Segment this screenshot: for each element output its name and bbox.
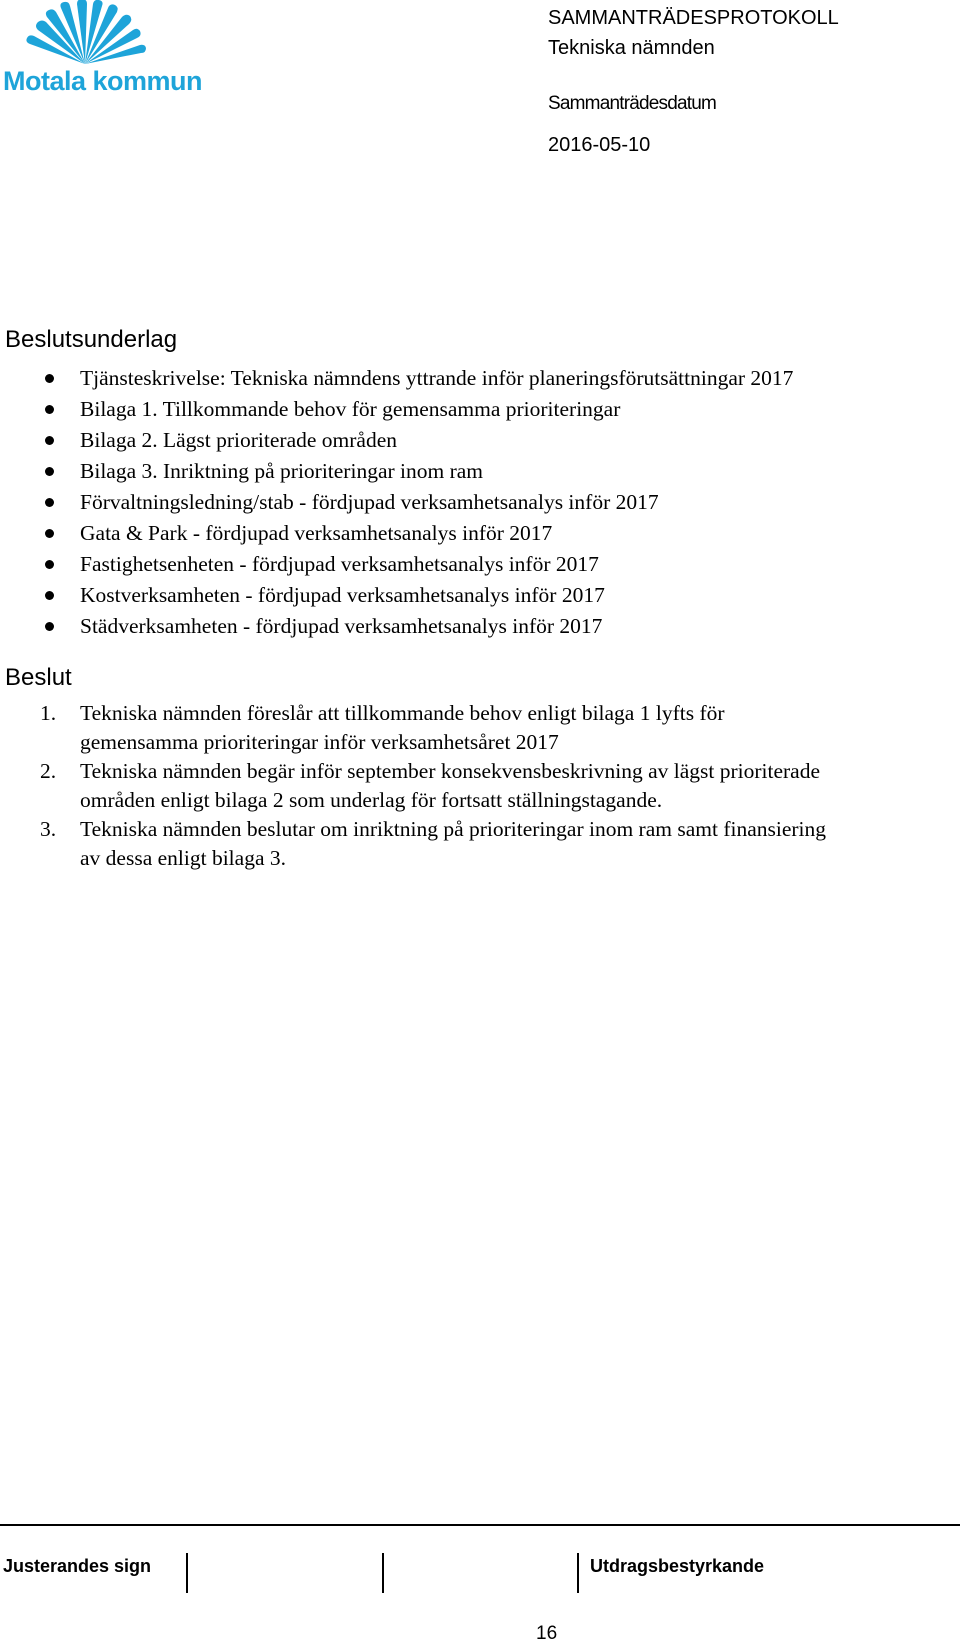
document-type: SAMMANTRÄDESPROTOKOLL xyxy=(548,7,839,29)
decision-text: Tekniska nämnden beslutar om inriktning på prioriteringar inom ram samt finansiering av dessa enligt bilaga 3. xyxy=(80,817,827,870)
bullet-icon xyxy=(45,560,54,569)
signature-box-divider xyxy=(577,1553,579,1593)
sun-rays-logo-icon xyxy=(20,0,150,66)
decision-heading: Beslut xyxy=(5,664,72,691)
bullet-icon xyxy=(45,498,54,507)
committee-name: Tekniska nämnden xyxy=(548,37,715,59)
decision-number: 1. xyxy=(40,701,57,725)
decision-text: Tekniska nämnden föreslår att tillkommande behov enligt bilaga 1 lyfts för gemensamma prioriteringar inför verksamhetsåret 2017 xyxy=(80,701,725,754)
utdragsbestyrkande-label: Utdragsbestyrkande xyxy=(590,1556,765,1576)
decision-text: Tekniska nämnden begär inför september konsekvensbeskrivning av lägst prioriterade områden enligt bilaga 2 som underlag för fortsatt ställningstagande. xyxy=(80,759,821,812)
decision-item xyxy=(0,757,960,815)
justerandes-sign-label: Justerandes sign xyxy=(3,1556,152,1576)
basis-heading: Beslutsunderlag xyxy=(5,326,178,353)
decision-item xyxy=(0,699,960,757)
page-number: 16 xyxy=(536,1623,558,1644)
bullet-icon xyxy=(45,591,54,600)
meeting-date: 2016-05-10 xyxy=(548,134,651,156)
motala-kommun-logo xyxy=(0,0,203,100)
decision-list xyxy=(0,699,960,873)
decision-number: 2. xyxy=(40,759,57,783)
decision-item xyxy=(0,815,960,873)
bullet-icon xyxy=(45,405,54,414)
signature-box-divider xyxy=(186,1553,188,1593)
bullet-icon xyxy=(45,622,54,631)
bullet-icon xyxy=(45,436,54,445)
bullet-icon xyxy=(45,529,54,538)
signature-box-divider xyxy=(382,1553,384,1593)
decision-number: 3. xyxy=(40,817,57,841)
footer-divider xyxy=(0,1524,960,1526)
logo-text: Motala kommun xyxy=(3,66,203,96)
meeting-date-label: Sammanträdesdatum xyxy=(548,93,717,114)
bullet-icon xyxy=(45,467,54,476)
bullet-icon xyxy=(45,374,54,383)
